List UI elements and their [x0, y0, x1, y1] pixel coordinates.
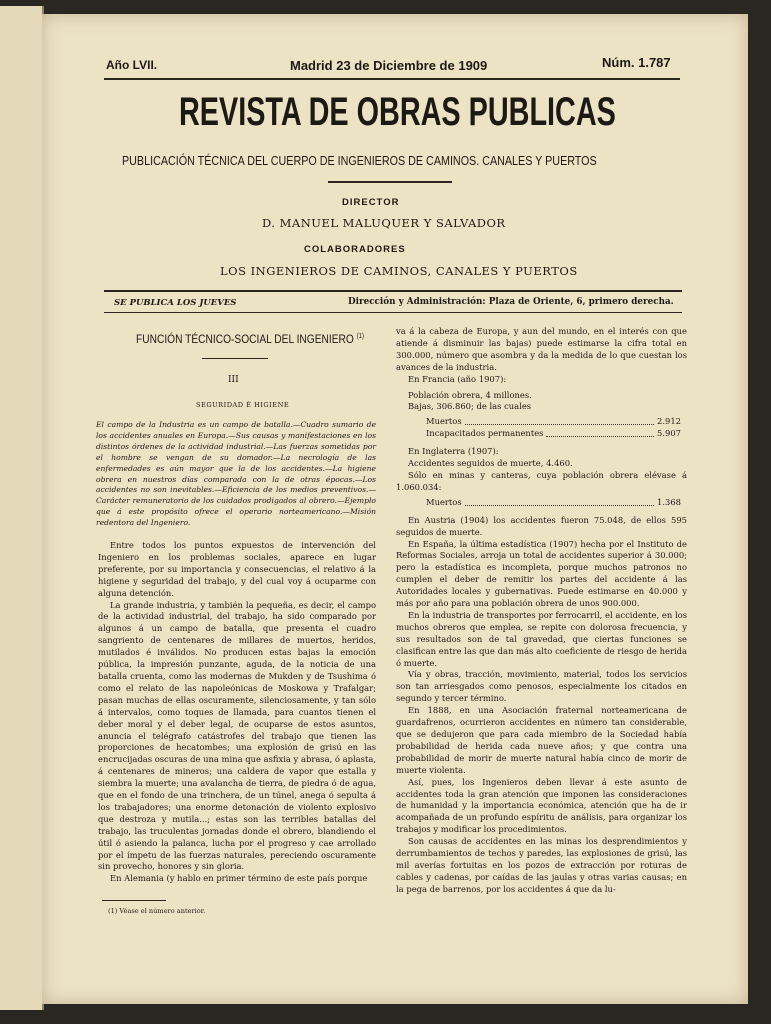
right-intro: va á la cabeza de Europa, y aun del mundo, en el interés con que atiende á disminuir las bajas) puede estimarse la cifra total en 300.000, número que asombra y da la medida de lo que cuestan los avances de la industria. — [396, 326, 687, 372]
table-label: Incapacitados permanentes — [426, 428, 544, 439]
publication-day: SE PUBLICA LOS JUEVES — [114, 298, 237, 308]
collaborators-label: COLABORADORES — [304, 244, 406, 255]
right-paragraph: Así, pues, los Ingenieros deben llevar á este asunto de accidentes toda la gran atención que imponen las consideraciones de humanidad y la importancia económica, atención que ha de ir acompañada de un profundo espíritu de análisis, para organizar los trabajos y modificar los procedimientos. — [396, 776, 687, 835]
left-column-body — [98, 540, 376, 885]
article-section: SEGURIDAD É HIGIENE — [196, 401, 290, 409]
france-line: Población obrera, 4 millones. — [408, 389, 532, 400]
table-row — [426, 428, 681, 440]
table-label: Muertos — [426, 496, 462, 507]
england-heading: En Inglaterra (1907): — [408, 446, 499, 457]
masthead-title: REVISTA DE OBRAS PUBLICAS — [179, 90, 616, 134]
table-label: Muertos — [426, 416, 462, 427]
article-title-text: FUNCIÓN TÉCNICO-SOCIAL DEL INGENIERO — [136, 332, 354, 346]
masthead-subtitle: PUBLICACIÓN TÉCNICA DEL CUERPO DE INGENIEROS DE CAMINOS. CANALES Y PUERTOS — [122, 154, 597, 168]
right-paragraph: En España, la última estadística (1907) hecha por el Instituto de Reformas Sociales, arroja un total de accidentes superior á 30.000; pero la estadística es incompleta, porque muchos patronos no cumplen el deber de remitir los partes del accidente á las Autoridades locales y gubernativas. Puede estimarse en 40.000 y más por año para una población obrera de unos 900.000. — [396, 538, 687, 609]
subheader-bottom-rule — [104, 312, 682, 313]
issue-number: Núm. 1.787 — [602, 55, 671, 70]
table-value: 1.368 — [657, 496, 681, 507]
left-paragraph: La grande industria, y también la pequeña, es decir, el campo de la actividad industrial, del trabajo, ha sido comparado por algunos á un campo de batalla, que presenta el cuadro sangriento de centenares de millares de muertos, heridos, mutilados é inválidos. No producen estas bajas la emoción pública, la impresión punzante, aguda, de la noticia de una batalla cruenta, como las modernas de Mukden y de Tsushima ó como el relato de las napoleónicas de Moskowa y Trafalgar; pasan muchas de ellas oscuramente, silenciosamente, y tan sólo á intervalos, como toques de llamada, para cuantos tienen el deber moral y el deber legal, de ocuparse de estos asuntos, anuncia el telégrafo catástrofes del trabajo que tienen las proporciones de hecatombes; una explosión de grisú en las encrucijadas oscuras de una mina que asfixia y abrasa, ó aplasta, á centenares de mineros; una caldera de vapor que estalla y siembra la muerte; una avalancha de tierra, de piedra ó de agua, que en el fondo de una trinchera, de un túnel, anega ó sepulta á los trabajadores; una enorme detonación de violento explosivo que destroza y mutila...; estas son las terribles batallas del trabajo, las truculentas jornadas donde el obrero, blandiendo el útil ó asiendo la palanca, lucha por el progreso y cae arrollado por el ímpetu de las fuerzas naturales, pereciendo oscuramente sin provecho, honores y sin gloria. — [98, 599, 376, 872]
article-summary: El campo de la Industria es un campo de batalla.—Cuadro sumario de los accidentes anuales en Europa.—Sus causas y manifestaciones en los distintos órdenes de la actividad industrial.—Las fuerzas sometidas por el hombre se vengan de su domador.—La necrología de las enfermedades es aún mayor que la de los accidentes.—La higiene obrera en nuestros días comparada con la de otras épocas.—Los accidentes no son inevitables.—Eficiencia de los medios preventivos.—Carácter remuneratorio de los cuidados prodigados al obrero.—Ejemplo que á este propósito ofrece el operario norteamericano.—Misión redentora del Ingeniero. — [96, 420, 376, 528]
director-label: DIRECTOR — [342, 197, 400, 208]
issue-date: Madrid 23 de Diciembre de 1909 — [290, 58, 488, 73]
footnote: (1) Véase el número anterior. — [108, 907, 206, 915]
right-paragraph: Son causas de accidentes en las minas los desprendimientos y derrumbamientos de techos y paredes, las explosiones de grisú, las mil averías fortuitas en los pozos de extracción por roturas de cables y cadenas, por caídas de las jaulas y otras varias causas; en la pega de barrenos, por los accidentes á que da lu- — [396, 836, 687, 894]
subheader-top-rule — [104, 290, 682, 292]
right-paragraph: En Austria (1904) los accidentes fueron 75.048, de ellos 595 seguidos de muerte. — [396, 514, 687, 537]
journal-page — [42, 14, 748, 1004]
masthead-divider — [328, 181, 452, 183]
office-address: Dirección y Administración: Plaza de Oriente, 6, primero derecha. — [348, 297, 674, 307]
england-line: Sólo en minas y canteras, cuya población obrera elévase á 1.060.034: — [396, 469, 687, 492]
previous-page-edge — [0, 6, 44, 1010]
article-title — [136, 332, 364, 346]
header-rule — [104, 78, 680, 80]
director-name: D. MANUEL MALUQUER Y SALVADOR — [262, 216, 506, 230]
right-paragraph: Vía y obras, tracción, movimiento, material, todos los servicios son tan arriesgados como penosos, especialmente los citados en segundo y tercer término. — [396, 669, 687, 704]
footnote-rule — [102, 900, 166, 901]
title-divider — [202, 358, 268, 359]
france-heading: En Francia (año 1907): — [408, 373, 507, 384]
england-line: Accidentes seguidos de muerte, 4.460. — [408, 458, 573, 469]
article-part: III — [228, 375, 239, 385]
france-line: Bajas, 306.860; de las cuales — [408, 401, 532, 412]
table-row — [426, 497, 681, 509]
collaborators-name: LOS INGENIEROS DE CAMINOS, CANALES Y PUERTOS — [220, 264, 578, 278]
right-paragraph: En 1888, en una Asociación fraternal norteamericana de guardafrenos, ocurrieron accidentes en número tan considerable, que se dedujeron que para cada miembro de la Sociedad había probabilidad de herida cada nueve años; y que contra una probabilidad de morir de muerte natural había cinco de morir de muerte violenta. — [396, 705, 687, 775]
right-paragraph: En la industria de transportes por ferrocarril, el accidente, en los muchos obreros que emplea, se repite con dolorosa frecuencia, y sus resultados son de tal gravedad, que ciertas funciones se clasifican entre las que dan más alto coeficiente de riesgo de herida ó muerte. — [396, 609, 687, 668]
article-title-note: (1) — [356, 333, 364, 340]
left-paragraph: En Alemania (y hablo en primer término de este país porque — [110, 873, 368, 884]
issue-year: Año LVII. — [106, 58, 158, 72]
table-value: 5.907 — [657, 428, 681, 439]
right-column-body — [396, 326, 687, 896]
left-paragraph: Entre todos los puntos expuestos de intervención del Ingeniero en los problemas sociales, aparece en lugar preferente, por su importancia y consecuencias, el relativo á la higiene y seguridad del trabajo, y del cual voy á ocuparme con alguna detención. — [98, 540, 376, 598]
table-row — [426, 416, 681, 428]
table-value: 2.912 — [657, 416, 681, 427]
